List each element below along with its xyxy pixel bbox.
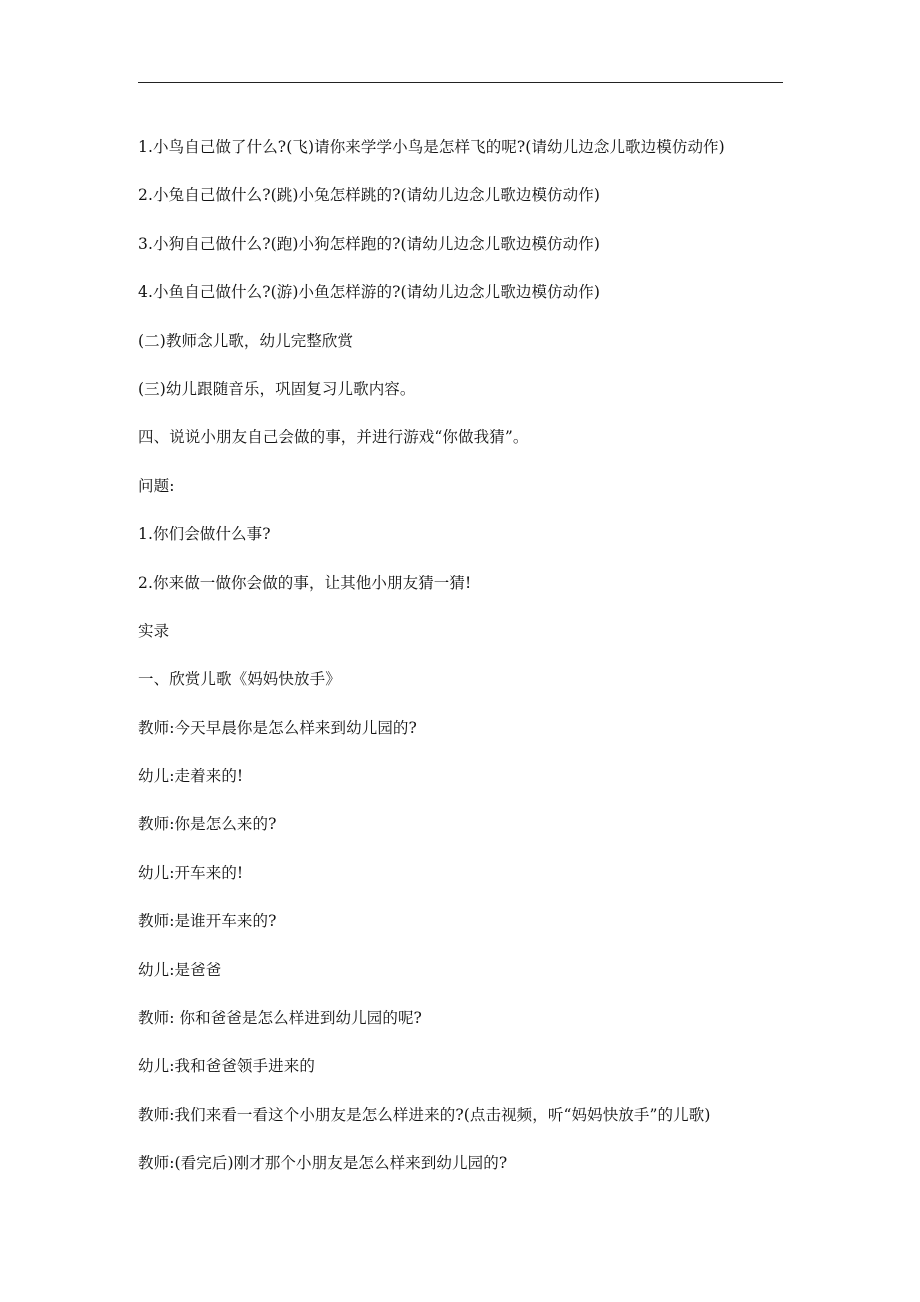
text-line: 教师:今天早晨你是怎么样来到幼儿园的? bbox=[138, 718, 417, 737]
text-line: 2.你来做一做你会做的事，让其他小朋友猜一猜! bbox=[138, 573, 472, 592]
text-line: 教师:我们来看一看这个小朋友是怎么样进来的?(点击视频，听“妈妈快放手”的儿歌) bbox=[138, 1105, 711, 1124]
text-line: 幼儿:走着来的! bbox=[138, 767, 244, 786]
text-line: 一、欣赏儿歌《妈妈快放手》 bbox=[138, 670, 341, 689]
text-line: 4.小鱼自己做什么?(游)小鱼怎样游的?(请幼儿边念儿歌边模仿动作) bbox=[138, 283, 600, 302]
text-line: 1.小鸟自己做了什么?(飞)请你来学学小鸟是怎样飞的呢?(请幼儿边念儿歌边模仿动作) bbox=[138, 138, 725, 156]
text-line: 问题: bbox=[138, 476, 175, 495]
text-line: 1.你们会做什么事? bbox=[138, 525, 271, 544]
text-line: 教师:(看完后)刚才那个小朋友是怎么样来到幼儿园的? bbox=[138, 1154, 508, 1173]
text-line: 实录 bbox=[138, 621, 170, 640]
header-rule bbox=[138, 82, 783, 83]
text-line: 2.小兔自己做什么?(跳)小兔怎样跳的?(请幼儿边念儿歌边模仿动作) bbox=[138, 186, 600, 205]
text-line: 幼儿:我和爸爸领手进来的 bbox=[138, 1057, 315, 1076]
text-line: 幼儿:开车来的! bbox=[138, 863, 244, 882]
text-line: 3.小狗自己做什么?(跑)小狗怎样跑的?(请幼儿边念儿歌边模仿动作) bbox=[138, 234, 600, 253]
document-body bbox=[138, 134, 798, 1199]
text-line: 四、说说小朋友自己会做的事，并进行游戏“你做我猜”。 bbox=[138, 428, 529, 447]
text-line: 教师:你是怎么来的? bbox=[138, 815, 277, 834]
text-line: (三)幼儿跟随音乐，巩固复习儿歌内容。 bbox=[138, 379, 416, 398]
text-line: (二)教师念儿歌，幼儿完整欣赏 bbox=[138, 331, 354, 350]
text-line: 教师:是谁开车来的? bbox=[138, 912, 277, 931]
text-line: 幼儿:是爸爸 bbox=[138, 960, 222, 979]
text-line: 教师: 你和爸爸是怎么样进到幼儿园的呢? bbox=[138, 1009, 422, 1028]
